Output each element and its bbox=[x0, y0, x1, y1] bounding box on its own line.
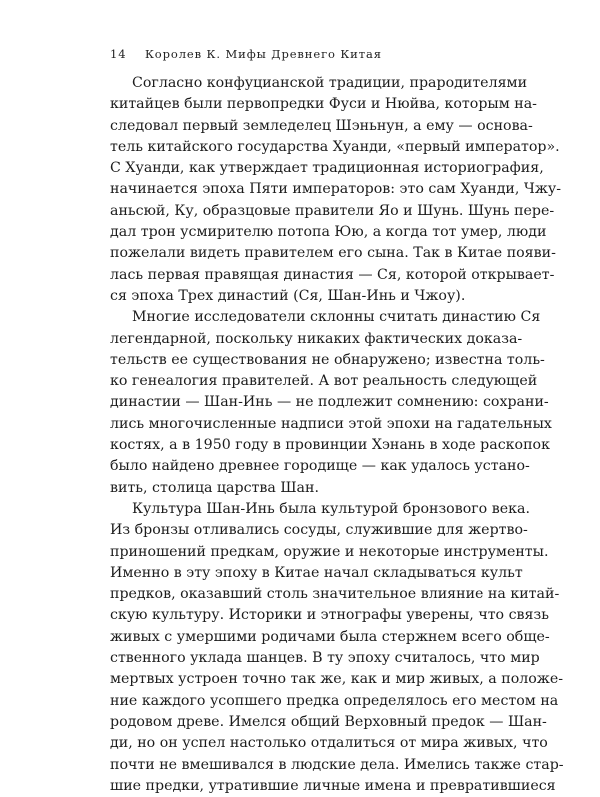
text-line: ко генеалогия правителей. А вот реальность следующей bbox=[110, 373, 538, 390]
running-title: Королев К. Мифы Древнего Китая bbox=[145, 47, 382, 61]
text-line: пожелали видеть правителем его сына. Так в Китае появи- bbox=[110, 245, 556, 262]
body-text bbox=[110, 73, 564, 797]
text-line: мертвых устроен точно так же, как и мир живых, а положе- bbox=[110, 671, 564, 688]
text-line: С Хуанди, как утверждает традиционная историография, bbox=[110, 160, 544, 177]
paragraph-1 bbox=[110, 73, 562, 307]
text-line: Из бронзы отливались сосуды, служившие для жертво- bbox=[110, 522, 528, 539]
text-line: родовом древе. Имелся общий Верховный предок — Шан- bbox=[110, 713, 547, 730]
text-line: начинается эпоха Пяти императоров: это сам Хуанди, Чжу- bbox=[110, 181, 562, 198]
text-line: было найдено древнее городище — как удалось устано- bbox=[110, 458, 530, 475]
text-line: дал трон усмирителю потопа Юю, а когда тот умер, люди bbox=[110, 224, 547, 241]
text-line: лась первая правящая династия — Ся, которой открывает- bbox=[110, 266, 555, 283]
text-line: Согласно конфуцианской традиции, прародителями bbox=[132, 75, 528, 91]
text-line: почти не вмешивался в людские дела. Имелись также стар- bbox=[110, 756, 564, 773]
paragraph-3 bbox=[110, 499, 564, 797]
text-line: легендарной, поскольку никаких фактических доказа- bbox=[110, 330, 523, 347]
text-line: ся эпоха Трех династий (Ся, Шан-Инь и Чжоу). bbox=[110, 287, 466, 304]
text-line: следовал первый земледелец Шэньнун, а ему — основа- bbox=[110, 117, 533, 134]
text-line: скую культуру. Историки и этнографы уверены, что связь bbox=[110, 607, 549, 624]
text-line: тель китайского государства Хуанди, «первый император». bbox=[110, 138, 560, 155]
text-line: тельств ее существования не обнаружено; известна толь- bbox=[110, 351, 545, 368]
text-line: ди, но он успел настолько отдалиться от мира живых, что bbox=[110, 735, 548, 752]
text-line: Именно в эту эпоху в Китае начал складываться культ bbox=[110, 564, 523, 581]
running-header bbox=[110, 47, 382, 61]
text-line: ние каждого усопшего предка определялось его местом на bbox=[110, 692, 559, 709]
text-line: предков, оказавший столь значительное влияние на китай- bbox=[110, 586, 560, 603]
text-line: Культура Шан-Инь была культурой бронзового века. bbox=[132, 500, 530, 517]
text-line: вить, столица царства Шан. bbox=[110, 479, 319, 496]
text-line: китайцев были первопредки Фуси и Нюйва, которым на- bbox=[110, 96, 537, 113]
text-line: Многие исследователи склонны считать династию Ся bbox=[132, 309, 541, 326]
page-number: 14 bbox=[110, 47, 127, 61]
text-line: династии — Шан-Инь — не подлежит сомнению: сохрани- bbox=[110, 394, 549, 411]
text-line: ственного уклада шанцев. В ту эпоху считалось, что мир bbox=[110, 650, 540, 667]
text-line: приношений предкам, оружие и некоторые инструменты. bbox=[110, 543, 549, 560]
paragraph-2 bbox=[110, 307, 552, 499]
text-line: костях, а в 1950 году в провинции Хэнань в ходе раскопок bbox=[110, 437, 550, 454]
text-line: шие предки, утратившие личные имена и превратившиеся bbox=[110, 777, 556, 794]
text-line: живых с умершими родичами была стержнем всего обще- bbox=[110, 628, 550, 645]
text-line: аньсюй, Ку, образцовые правители Яо и Шунь. Шунь пере- bbox=[110, 202, 555, 219]
text-line: лись многочисленные надписи этой эпохи на гадательных bbox=[110, 415, 552, 432]
